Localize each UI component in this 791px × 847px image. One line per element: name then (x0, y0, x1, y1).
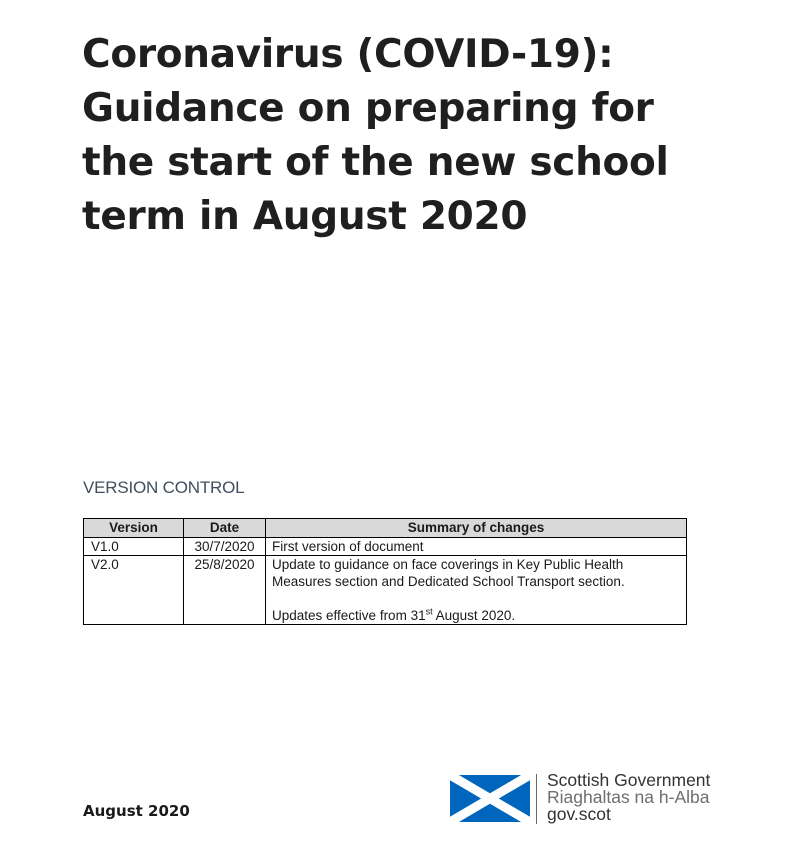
title-line: term in August 2020 (82, 194, 528, 239)
summary-cell (266, 538, 687, 556)
version-control-heading: VERSION CONTROL (83, 478, 245, 497)
date-cell: 30/7/2020 (184, 538, 266, 556)
title-line: Guidance on preparing for (82, 86, 654, 131)
publication-date: August 2020 (83, 802, 190, 820)
logo-name-english: Scottish Government (547, 770, 711, 790)
table-row (84, 538, 687, 556)
summary-text-part: Updates effective from 31 (272, 608, 426, 623)
date-cell: 25/8/2020 (184, 556, 266, 625)
column-header-version: Version (84, 519, 184, 538)
summary-text: Measures section and Dedicated School Transport section. (272, 574, 625, 589)
logo-website: gov.scot (547, 804, 611, 824)
table-header-row (84, 519, 687, 538)
version-cell: V1.0 (84, 538, 184, 556)
column-header-date: Date (184, 519, 266, 538)
logo-name-gaelic: Riaghaltas na h-Alba (547, 787, 710, 807)
scottish-government-logo (450, 772, 740, 828)
summary-cell (266, 556, 687, 625)
version-cell: V2.0 (84, 556, 184, 625)
summary-text-part: August 2020. (432, 608, 516, 623)
title-line: the start of the new school (82, 140, 669, 185)
paragraph-spacer (272, 590, 680, 607)
column-header-summary: Summary of changes (266, 519, 687, 538)
version-control-table (83, 518, 687, 625)
saltire-flag-icon (450, 775, 530, 822)
summary-text (272, 607, 680, 624)
ordinal-suffix: st (425, 606, 433, 617)
table-row (84, 556, 687, 625)
logo-divider (536, 774, 537, 824)
document-title (82, 28, 722, 244)
title-line: Coronavirus (COVID-19): (82, 32, 614, 77)
summary-text: Update to guidance on face coverings in Key Public Health (272, 557, 624, 572)
summary-text: First version of document (272, 539, 424, 554)
logo-wordmark (547, 772, 710, 823)
